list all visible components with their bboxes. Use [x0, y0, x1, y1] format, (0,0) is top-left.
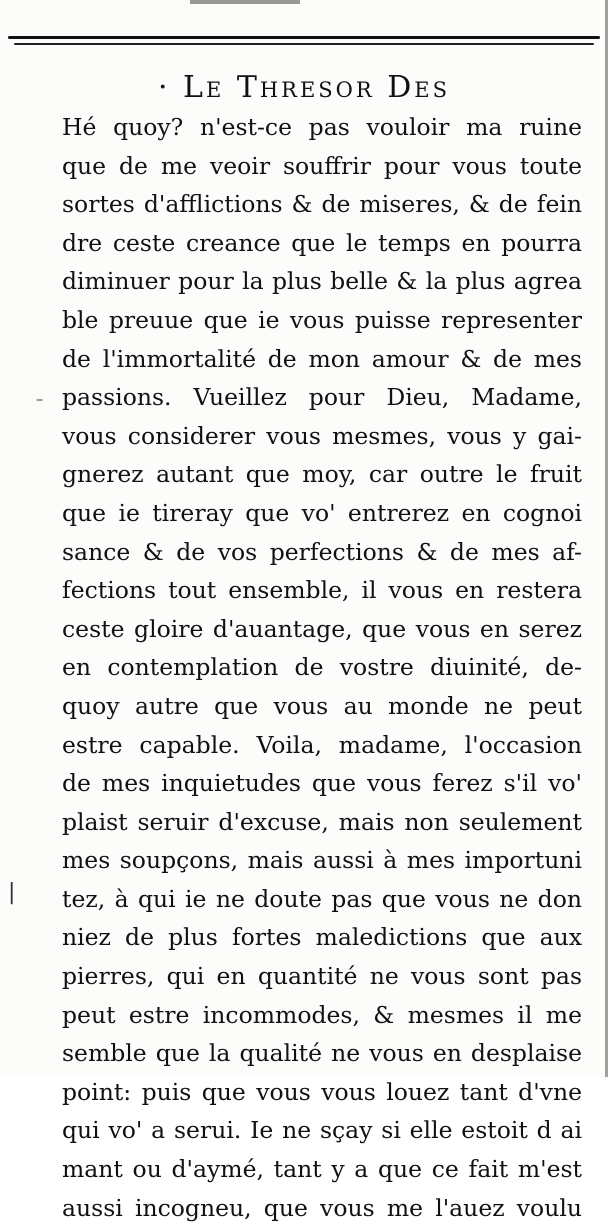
cropped-line-fragment — [190, 0, 300, 4]
text-line: quoy autre que vous au monde ne peut — [62, 691, 582, 720]
text-line: fections tout ensemble, il vous en restera — [62, 576, 582, 605]
text-line: niez de plus fortes maledictions que aux — [62, 923, 582, 952]
text-line: sortes d'afflictions & de miseres, & de fein — [62, 190, 582, 219]
text-line: tez, à qui ie ne doute pas que vous ne don — [62, 884, 582, 913]
text-line: point: puis que vous vous louez tant d'vne — [62, 1077, 582, 1106]
running-head: · Le Thresor Des — [157, 70, 451, 105]
text-line: qui vo' a serui. Ie ne sçay si elle estoit d ai — [62, 1116, 582, 1145]
margin-mark: – — [36, 392, 43, 408]
text-line: vous considerer vous mesmes, vous y gai- — [62, 421, 582, 450]
text-line: de l'immortalité de mon amour & de mes — [62, 344, 582, 373]
header-rule-top — [8, 36, 600, 39]
text-line: estre capable. Voila, madame, l'occasion — [62, 730, 582, 759]
text-line: en contemplation de vostre diuinité, de- — [62, 653, 582, 682]
text-line: que de me veoir souffrir pour vous toute — [62, 151, 582, 180]
text-line: de mes inquietudes que vous ferez s'il vo' — [62, 769, 582, 798]
text-line: aussi incogneu, que vous me l'auez voulu — [62, 1193, 582, 1222]
margin-mark: | — [8, 880, 16, 905]
text-line: ble preuue que ie vous puisse representer — [62, 305, 582, 334]
text-line: peut estre incommodes, & mesmes il me — [62, 1000, 582, 1029]
text-line: gnerez autant que moy, car outre le fruit — [62, 460, 582, 489]
text-line: que ie tireray que vo' entrerez en cognoi — [62, 498, 582, 527]
text-line: diminuer pour la plus belle & la plus agrea — [62, 267, 582, 296]
text-line: mes soupçons, mais aussi à mes importuni — [62, 846, 582, 875]
text-line: pierres, qui en quantité ne vous sont pas — [62, 962, 582, 991]
text-line: ceste gloire d'auantage, que vous en serez — [62, 614, 582, 643]
header-rule-bottom — [14, 43, 594, 45]
text-line: passions. Vueillez pour Dieu, Madame, — [62, 383, 582, 412]
text-line: sance & de vos perfections & de mes af- — [62, 537, 582, 566]
text-line: mant ou d'aymé, tant y a que ce fait m'est — [62, 1155, 582, 1184]
text-line: dre ceste creance que le temps en pourra — [62, 228, 582, 257]
body-text — [62, 108, 582, 1227]
text-line: plaist seruir d'excuse, mais non seulement — [62, 807, 582, 836]
text-line: semble que la qualité ne vous en desplaise — [62, 1039, 582, 1068]
text-line: Hé quoy? n'est-ce pas vouloir ma ruine — [62, 113, 582, 141]
